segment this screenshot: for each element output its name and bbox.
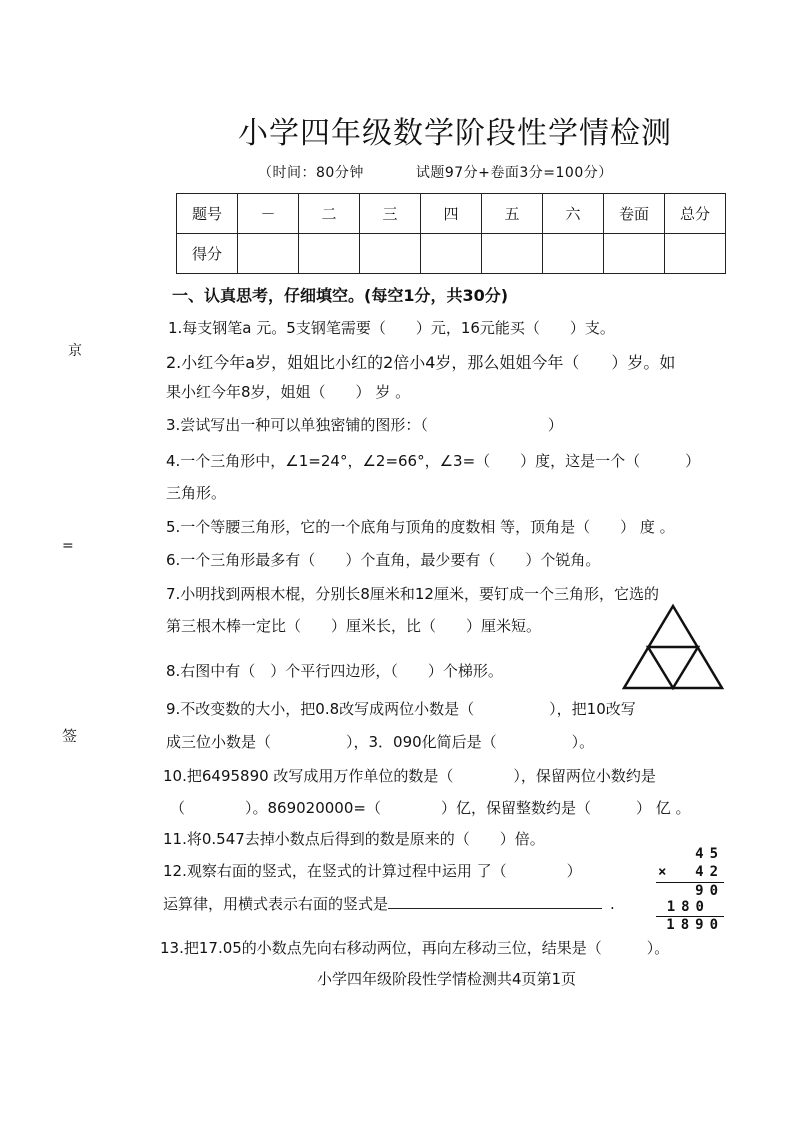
score-info: 试题97分+卷面3分=100分） [415,165,613,181]
question-9-cont: 成三位小数是（ ），3．090化简后是（ ）。 [166,733,595,751]
time-info: （时间：80分钟 [258,165,364,181]
answer-line[interactable] [388,892,602,909]
question-2-cont: 果小红今年8岁，姐姐（ ） 岁 。 [166,383,411,401]
score-cell[interactable] [421,234,482,274]
vertical-calculation [650,846,730,936]
question-12-text: 运算律，用横式表示右面的竖式是 [163,895,389,913]
question-10-cont: （ ）。869020000=（ ）亿，保留整数约是（ ） 亿 。 [170,799,691,817]
question-1: 1.每支钢笔a 元。5支钢笔需要（ ）元，16元能买（ ）支。 [168,319,615,337]
question-13: 13.把17.05的小数点先向右移动两位，再向左移动三位，结果是（ ）。 [160,939,670,957]
question-5: 5.一个等腰三角形，它的一个底角与顶角的度数相 等，顶角是（ ） 度 。 [166,518,675,536]
score-cell[interactable] [665,234,726,274]
question-11: 11.将0.547去掉小数点后得到的数是原来的（ ）倍。 [163,830,545,848]
multiply-operator: × [658,864,667,880]
score-cell[interactable] [360,234,421,274]
side-mark: 京 [68,343,82,359]
section-heading: 一、认真思考，仔细填空。(每空1分，共30分) [172,286,509,305]
header-cell: － [238,194,299,234]
question-4: 4.一个三角形中，∠1=24°，∠2=66°，∠3=（ ）度，这是一个（ ） [166,452,701,470]
question-7: 7.小明找到两根木棍，分别长8厘米和12厘米，要钉成一个三角形，它选的 [166,585,659,603]
multiplier: 42 [695,864,724,880]
score-cell[interactable] [299,234,360,274]
header-cell: 四 [421,194,482,234]
question-9: 9.不改变数的大小，把0.8改写成两位小数是（ ），把10改写 [166,700,636,718]
product-result: 1890 [666,917,724,933]
header-cell: 总分 [665,194,726,234]
question-8: 8.右图中有（ ）个平行四边形，（ ）个梯形。 [166,662,503,680]
question-12-cont [163,892,615,914]
question-3: 3.尝试写出一种可以单独密铺的图形：（ ） [166,416,563,434]
header-cell: 二 [299,194,360,234]
score-cell[interactable] [604,234,665,274]
question-6: 6.一个三角形最多有（ ）个直角，最少要有（ ）个锐角。 [166,551,601,569]
question-10: 10.把6495890 改写成用万作单位的数是（ ），保留两位小数约是 [163,767,656,785]
score-cell[interactable] [238,234,299,274]
question-12: 12.观察右面的竖式，在竖式的计算过程中运用 了（ ） [163,862,582,880]
score-table-header-row [177,194,726,234]
side-mark: = [62,538,74,554]
question-4-cont: 三角形。 [166,484,227,502]
exam-subtitle [258,162,613,182]
inner-triangle [648,647,698,688]
outer-triangle [624,606,722,688]
header-cell: 六 [543,194,604,234]
header-cell: 题号 [177,194,238,234]
multiplicand: 45 [695,846,724,862]
score-cell[interactable] [543,234,604,274]
partial-product-2: 180 [666,899,710,915]
partial-product-1: 90 [695,883,724,899]
header-cell: 三 [360,194,421,234]
page-title: 小学四年级数学阶段性学情检测 [238,116,672,151]
page-footer: 小学四年级阶段性学情检测共4页第1页 [316,970,577,988]
header-cell: 卷面 [604,194,665,234]
row-label: 得分 [177,234,238,274]
question-7-cont: 第三根木棒一定比（ ）厘米长，比（ ）厘米短。 [166,617,542,635]
score-cell[interactable] [482,234,543,274]
side-mark: 签 [62,727,78,745]
question-2: 2.小红今年a岁，姐姐比小红的2倍小4岁，那么姐姐今年（ ）岁。如 [166,353,676,372]
score-table [176,193,726,274]
score-table-score-row [177,234,726,274]
header-cell: 五 [482,194,543,234]
period-mark: . [610,895,615,913]
